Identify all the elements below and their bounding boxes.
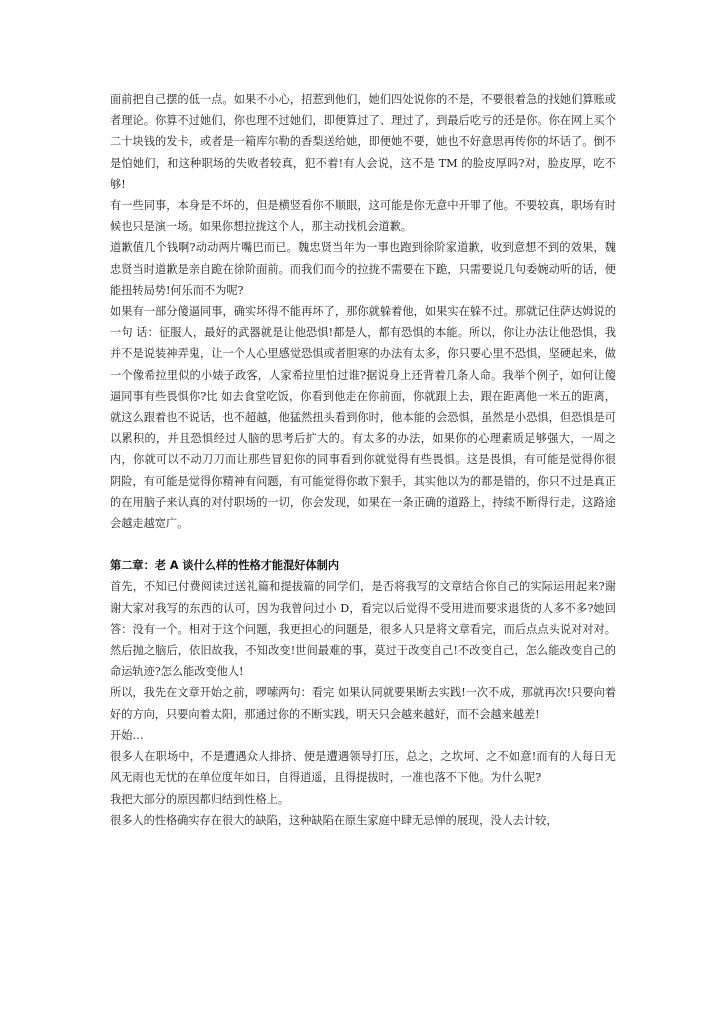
paragraph-s1-0: 面前把自己摆的低一点。如果不小心，招惹到他们，她们四处说你的不是，不要很着急的找她们算账或者理论。你算不过她们，你也理不过她们，即便算过了、理过了，到最后吃亏的还是你。你在网上买个二十块钱的发卡，或者是一箱库尔勒的香梨送给她，即便她不要，她也不好意思再传你的坏话了。倒不是怕她们，和这种职场的失败者较真，犯不着!有人会说，这不是 TM 的脸皮厚吗?对，脸皮厚，吃不够! — [110, 93, 616, 191]
paragraph-s2-1: 所以，我先在文章开始之前，啰嗦两句：看完 如果认同就要果断去实践!一次不成，那就再次!只要向着好的方向，只要向着太阳，那通过你的不断实践，明天只会越来越好，而不会越来越差! — [110, 686, 616, 721]
paragraph-s2-2: 开始… — [110, 728, 144, 742]
paragraph-s2-5: 很多人的性格确实存在很大的缺陷，这种缺陷在原生家庭中肆无忌惮的展现，没人去计较， — [110, 813, 558, 827]
document-page — [110, 89, 616, 831]
paragraph-s2-3: 很多人在职场中，不是遭遇众人排挤、便是遭遇领导打压，总之，之坎坷、之不如意!而有的人每日无风无雨也无忧的在单位度年如日，自得逍遥，且得提拔时，一准也落不下他。为什么呢? — [110, 750, 616, 785]
chapter-heading: 第二章：老 A 谈什么样的性格才能混好体制内 — [110, 559, 340, 573]
paragraph-s2-4: 我把大部分的原因都归结到性格上。 — [110, 792, 290, 806]
paragraph-s1-2: 道歉值几个钱啊?动动两片嘴巴而已。魏忠贤当年为一事也跑到徐阶家道歉，收到意想不到的效果，魏忠贤当时道歉是亲自跪在徐阶面前。而我们而今的拉拢不需要在下跪，只需要说几句委婉动听的话，便能扭转局势!何乐而不为呢? — [110, 241, 616, 297]
paragraph-s2-0: 首先，不知已付费阅读过送礼篇和提拔篇的同学们，是否将我写的文章结合你自己的实际运用起来?谢谢大家对我写的东西的认可，因为我曾问过小 D，看完以后觉得不受用进而要求退货的人多不多?她回答：没有一个。相对于这个问题，我更担心的问题是，很多人只是将文章看完，而后点点头说对对对。然后抛之脑后，依旧故我，不知改变!世间最难的事，莫过于改变自己!不改变自己，怎么能改变自己的命运轨迹?怎么能改变他人! — [110, 580, 616, 679]
section-spacer — [110, 534, 616, 555]
paragraph-s1-1: 有一些同事，本身是不坏的，但是横竖看你不顺眼，这可能是你无意中开罪了他。不要较真，职场有时候也只是演一场。如果你想拉拢这个人，那主动找机会道歉。 — [110, 199, 616, 234]
paragraph-s1-3: 如果有一部分傻逼同事，确实坏得不能再坏了，那你就躲着他，如果实在躲不过。那就记住萨达姆说的一句 话：征服人，最好的武器就是让他恐惧!都是人，都有恐惧的本能。所以，你让办法让他恐惧，我并不是说装神弄鬼，让一个人心里感觉恐惧或者胆寒的办法有太多，你只要心里不恐惧，坚硬起来，做一个像希拉里似的小婊子政客，人家希拉里怕过谁?据说身上还背着几条人命。我举个例子，如何让傻逼同事有些畏惧你?比 如去食堂吃饭，你看到他走在你前面，你就跟上去，跟在距离他一米五的距离，就这么跟着也不说话，也不超越，他猛然扭头看到你时，他本能的会恐惧，虽然是小恐惧，但恐惧是可以累积的，并且恐惧经过人脑的思考后扩大的。有太多的办法，如果你的心理素质足够强大，一周之内，你就可以不动刀刀而让那些冒犯你的同事看到你就觉得有些畏惧。这是畏惧，有可能是觉得你很 阴险，有可能是觉得你精神有问题，有可能觉得你敢下狠手，其实他以为的都是错的，你只不过是真正的在用脑子来认真的对付职场的一切，你会发现，如果在一条正确的道路上，持续不断得行走，这路途会越走越宽广。 — [110, 305, 616, 531]
